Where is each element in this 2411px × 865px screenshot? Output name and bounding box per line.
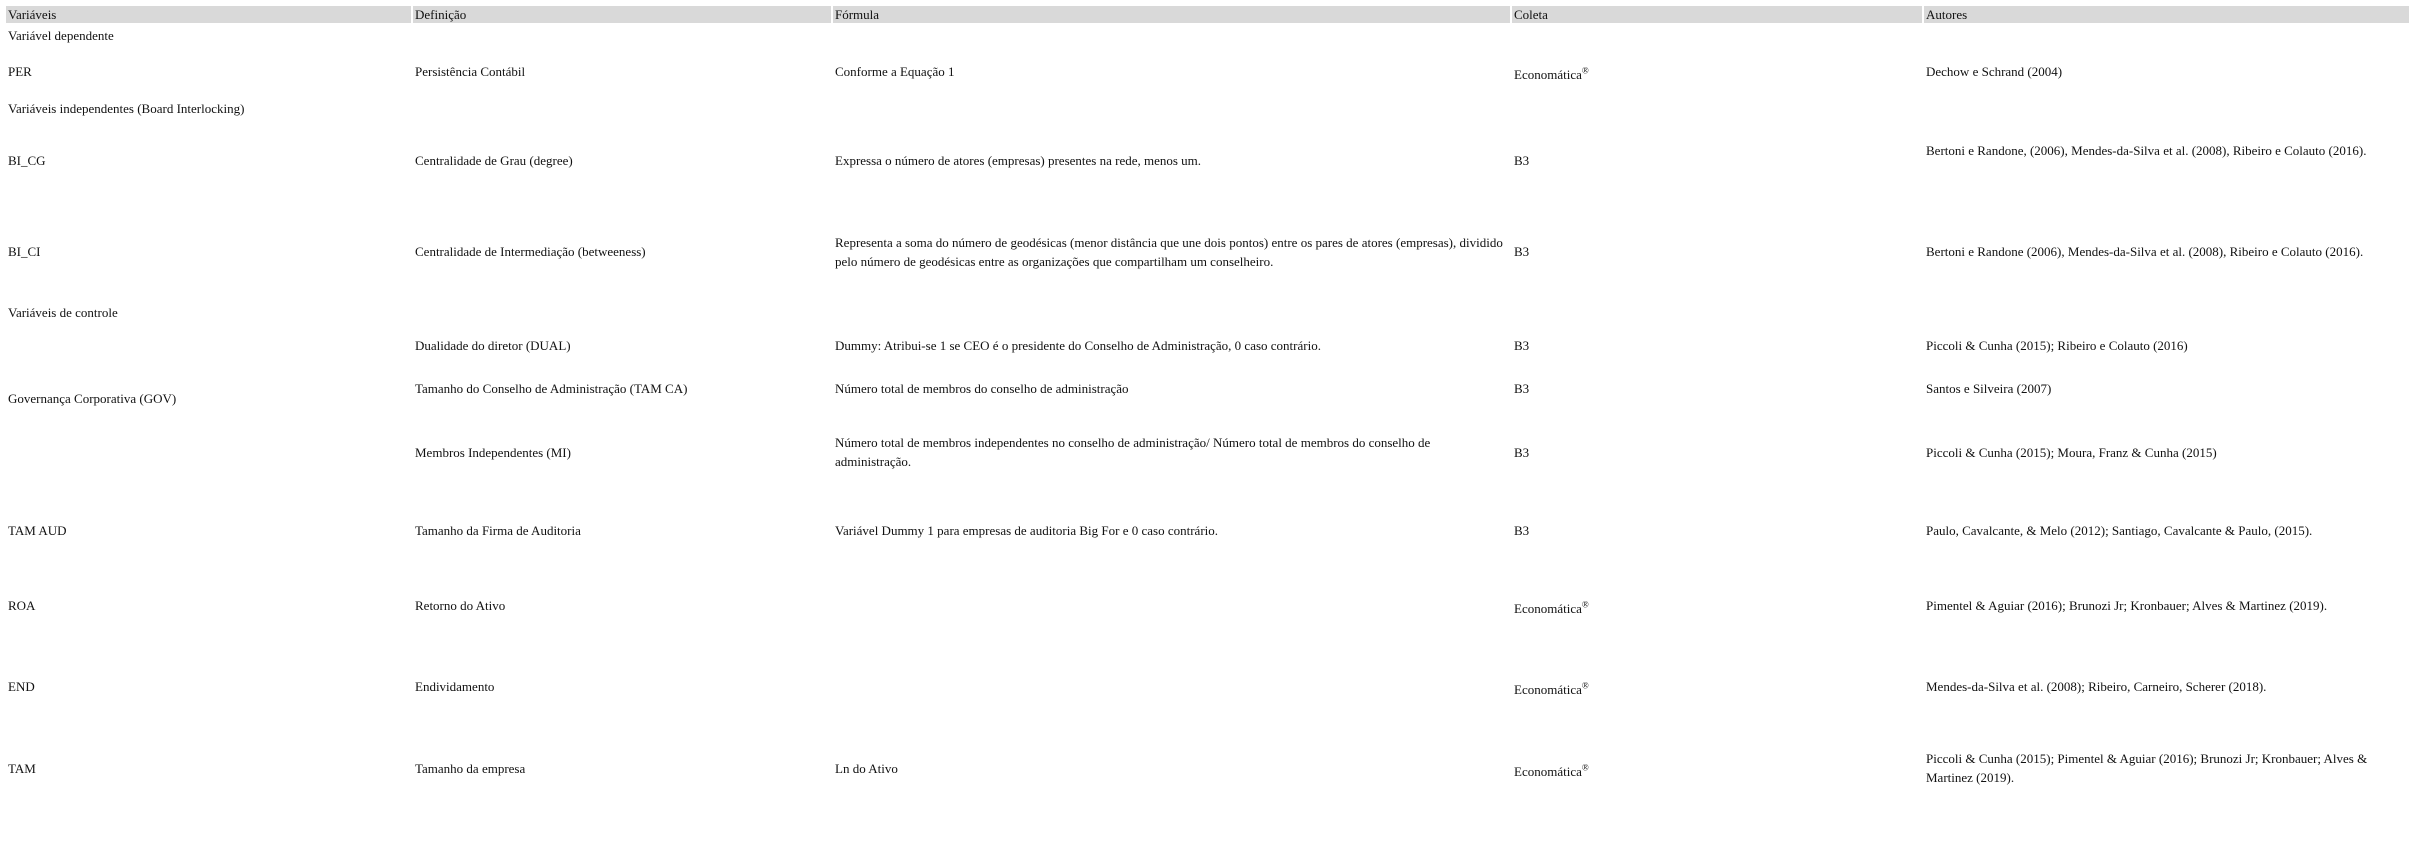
registered-mark: ® xyxy=(1581,680,1589,691)
table-row-bi-cg xyxy=(6,120,2409,201)
source-text: Economática xyxy=(1514,67,1582,82)
var-cell: PER xyxy=(8,64,32,79)
definition-cell: Persistência Contábil xyxy=(415,64,526,79)
source-text: Economática xyxy=(1514,763,1582,779)
source-cell: B3 xyxy=(1514,522,1530,538)
authors-cell: Paulo, Cavalcante, & Melo (2012); Santiago, Cavalcante & Paulo, (2015). xyxy=(1926,522,2313,538)
registered-mark: ® xyxy=(1581,65,1589,76)
table-row-tam-aud xyxy=(6,496,2409,564)
table-row-end xyxy=(6,647,2409,726)
variables-table xyxy=(4,4,2411,810)
section-row-dependent xyxy=(6,25,2409,45)
authors-cell: Dechow e Schrand (2004) xyxy=(1926,64,2063,79)
source-cell: B3 xyxy=(1514,153,1530,168)
formula-cell xyxy=(833,647,1510,726)
source-cell: B3 xyxy=(1514,337,1530,353)
section-row-control xyxy=(6,302,2409,322)
definition-cell: Membros Independentes (MI) xyxy=(415,444,571,460)
header-coleta: Coleta xyxy=(1512,6,1922,23)
header-autores: Autores xyxy=(1924,6,2409,23)
var-cell: TAM xyxy=(8,760,36,776)
registered-mark: ® xyxy=(1581,762,1589,773)
var-cell: BI_CG xyxy=(8,153,46,168)
authors-cell: Bertoni e Randone, (2006), Mendes-da-Silva et al. (2008), Ribeiro e Colauto (2016). xyxy=(1926,143,2367,158)
gov-group-cell: Governança Corporativa (GOV) xyxy=(8,390,177,406)
formula-cell: Dummy: Atribui-se 1 se CEO é o presidente do Conselho de Administração, 0 caso contrário. xyxy=(835,337,1321,353)
authors-cell: Pimentel & Aguiar (2016); Brunozi Jr; Kronbauer; Alves & Martinez (2019). xyxy=(1926,598,2328,613)
formula-cell: Conforme a Equação 1 xyxy=(835,64,955,79)
table-header-row xyxy=(6,6,2409,23)
source-cell xyxy=(1512,728,1922,808)
var-cell: END xyxy=(8,679,35,694)
authors-cell: Piccoli & Cunha (2015); Pimentel & Aguiar (2016); Brunozi Jr; Kronbauer; Alves & Martinez (2019). xyxy=(1926,751,2368,785)
authors-cell: Piccoli & Cunha (2015); Ribeiro e Colauto (2016) xyxy=(1926,337,2188,353)
section-row-independent xyxy=(6,98,2409,118)
source-text: Economática xyxy=(1514,601,1582,616)
table-row-per xyxy=(6,47,2409,96)
formula-cell: Expressa o número de atores (empresas) presentes na rede, menos um. xyxy=(835,153,1202,168)
source-cell xyxy=(1512,647,1922,726)
authors-cell: Santos e Silveira (2007) xyxy=(1926,380,2052,396)
formula-cell xyxy=(833,566,1510,645)
authors-cell: Piccoli & Cunha (2015); Moura, Franz & Cunha (2015) xyxy=(1926,444,2217,460)
table-row-roa xyxy=(6,566,2409,645)
var-cell: BI_CI xyxy=(8,244,41,259)
var-cell: ROA xyxy=(8,598,36,613)
definition-cell: Tamanho do Conselho de Administração (TAM CA) xyxy=(415,380,688,396)
formula-cell: Número total de membros do conselho de administração xyxy=(835,380,1129,396)
source-cell: B3 xyxy=(1514,244,1530,259)
header-definicao: Definição xyxy=(413,6,831,23)
definition-cell: Dualidade do diretor (DUAL) xyxy=(415,337,571,353)
section-label-dependent: Variável dependente xyxy=(8,27,114,43)
authors-cell: Mendes-da-Silva et al. (2008); Ribeiro, Carneiro, Scherer (2018). xyxy=(1926,679,2267,694)
definition-cell: Tamanho da Firma de Auditoria xyxy=(415,522,581,538)
formula-cell: Representa a soma do número de geodésicas (menor distância que une dois pontos) entre os pares de atores (empresas), dividido pelo número de geodésicas entre as organizações que compartilham um conselheiro. xyxy=(835,234,1503,269)
section-label-control: Variáveis de controle xyxy=(8,304,118,320)
authors-cell: Bertoni e Randone (2006), Mendes-da-Silva et al. (2008), Ribeiro e Colauto (2016). xyxy=(1926,244,2364,259)
table-row-tam xyxy=(6,728,2409,808)
header-variaveis: Variáveis xyxy=(6,6,411,23)
formula-cell: Variável Dummy 1 para empresas de auditoria Big For e 0 caso contrário. xyxy=(835,522,1219,538)
table-row-dual xyxy=(6,324,2409,366)
formula-cell: Número total de membros independentes no conselho de administração/ Número total de membros do conselho de administração. xyxy=(835,435,1431,469)
definition-cell: Centralidade de Grau (degree) xyxy=(415,153,573,168)
definition-cell: Endividamento xyxy=(415,679,495,694)
definition-cell: Centralidade de Intermediação (betweeness) xyxy=(415,244,646,259)
source-cell xyxy=(1512,566,1922,645)
source-text: Economática xyxy=(1514,682,1582,697)
formula-cell: Ln do Ativo xyxy=(835,760,898,776)
source-cell xyxy=(1512,47,1922,96)
source-cell: B3 xyxy=(1514,380,1530,396)
registered-mark: ® xyxy=(1581,599,1589,610)
definition-cell: Tamanho da empresa xyxy=(415,760,526,776)
header-formula: Fórmula xyxy=(833,6,1510,23)
definition-cell: Retorno do Ativo xyxy=(415,598,506,613)
table-row-bi-ci xyxy=(6,203,2409,300)
section-label-independent: Variáveis independentes (Board Interlocking) xyxy=(8,100,245,116)
source-cell: B3 xyxy=(1514,444,1530,460)
var-cell: TAM AUD xyxy=(8,522,67,538)
